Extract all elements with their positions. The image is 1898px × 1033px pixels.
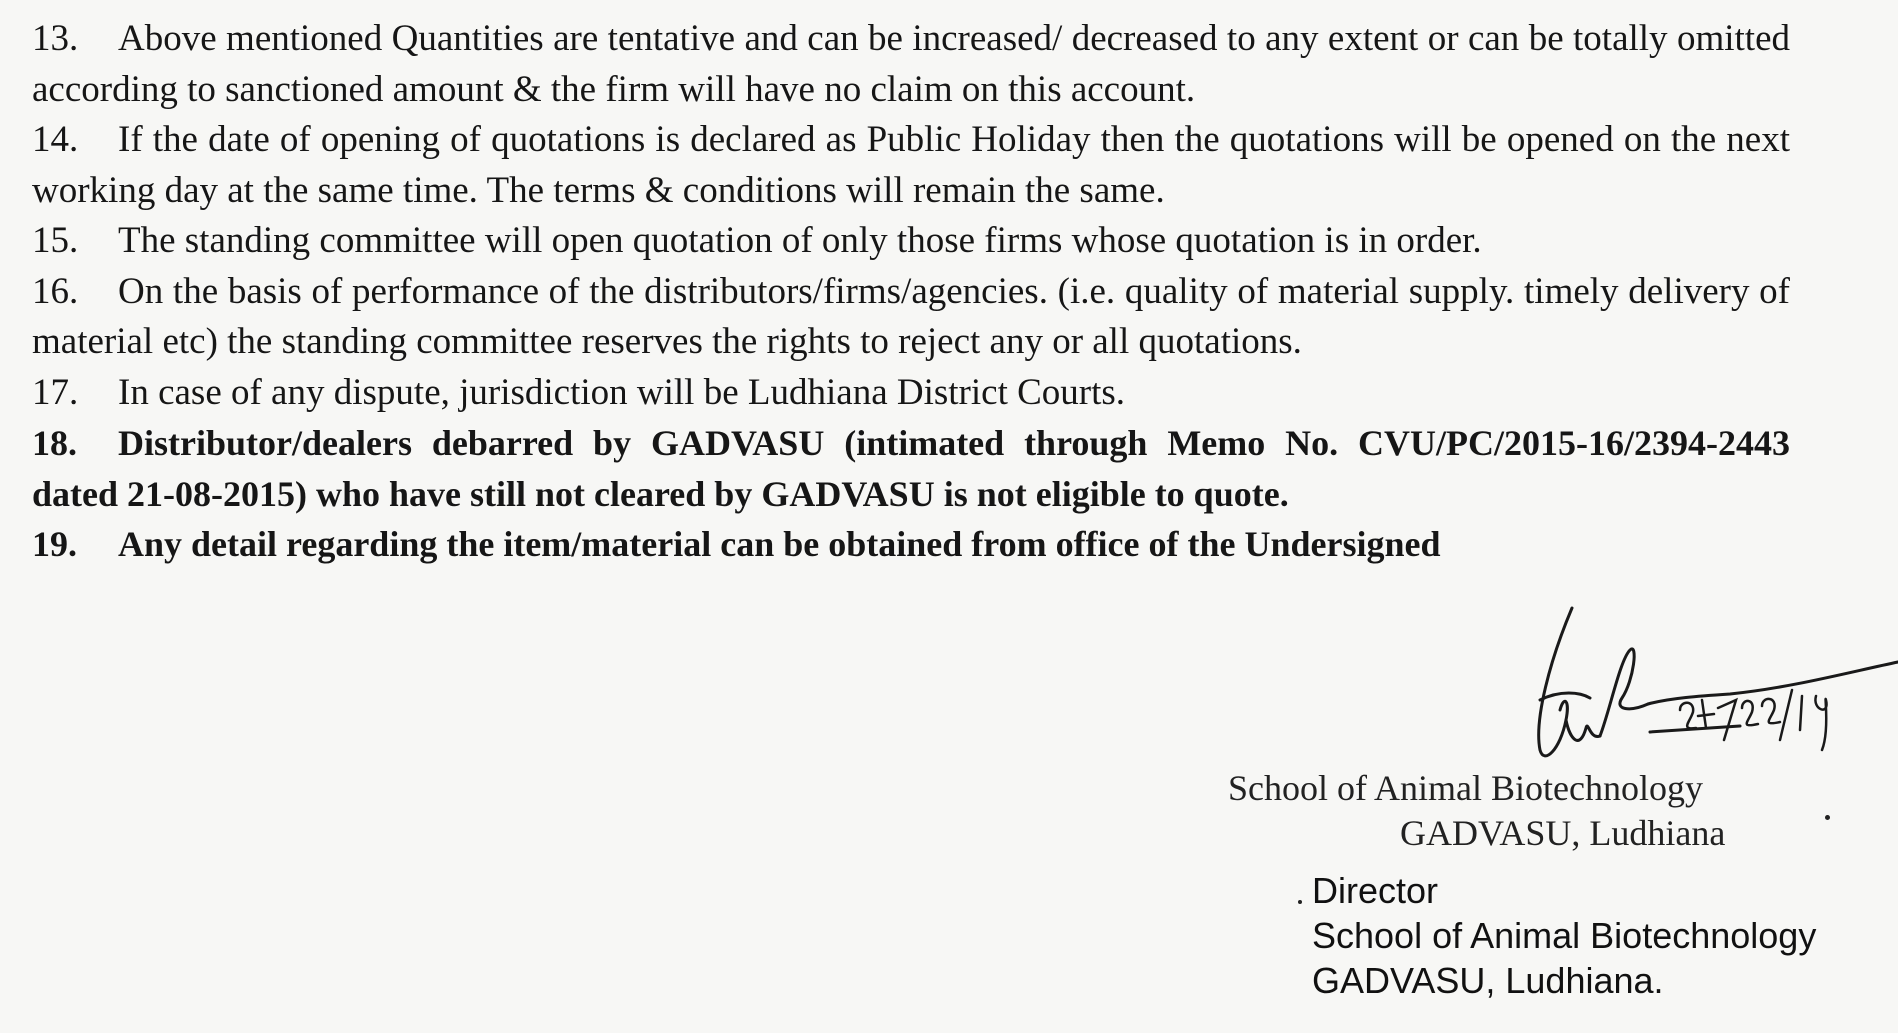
stamp-department: School of Animal Biotechnology — [1312, 915, 1817, 956]
stamp-title: Director — [1312, 870, 1439, 911]
clause-19 — [32, 519, 1790, 570]
clause-13 — [32, 14, 1790, 115]
director-stamp — [1312, 868, 1816, 1003]
clause-number: 17. — [32, 371, 79, 413]
clause-16 — [32, 267, 1790, 368]
clause-number: 19. — [32, 524, 77, 564]
stamp-organization: GADVASU, Ludhiana. — [1312, 960, 1664, 1001]
clause-text: In case of any dispute, jurisdiction will be Ludhiana District Courts. — [118, 371, 1126, 413]
clause-14 — [32, 115, 1790, 216]
clause-text: Any detail regarding the item/material can be obtained from office of the Undersigned — [118, 524, 1441, 564]
clause-text: If the date of opening of quotations is declared as Public Holiday then the quotations will be opened on the next working day at the same time. The terms & conditions will remain the same. — [32, 119, 1790, 211]
clause-number: 14. — [32, 119, 79, 160]
handwritten-signature — [1530, 600, 1898, 800]
signatory-department: School of Animal Biotechnology — [1228, 768, 1703, 808]
clause-text: The standing committee will open quotation of only those firms whose quotation is in order. — [118, 220, 1482, 261]
clause-number: 15. — [32, 220, 79, 261]
signatory-organization: GADVASU, Ludhiana — [1400, 813, 1726, 853]
clause-text: On the basis of performance of the distributors/firms/agencies. (i.e. quality of material supply. timely delivery of material etc) the standing committee reserves the rights to reject any or all quotations. — [32, 270, 1790, 362]
scan-speck — [1298, 900, 1302, 904]
scan-speck — [1825, 815, 1830, 820]
clause-15 — [32, 216, 1790, 267]
clause-number: 16. — [32, 270, 79, 312]
clause-text: Distributor/dealers debarred by GADVASU (intimated through Memo No. CVU/PC/2015-16/2394-2443 dated 21-08-2015) who have still not cleared by GADVASU is not eligible to quote. — [32, 423, 1790, 514]
clause-number: 13. — [32, 18, 79, 59]
clause-18 — [32, 418, 1790, 519]
clause-17 — [32, 368, 1790, 419]
terms-list — [32, 14, 1790, 570]
clause-number: 18. — [32, 423, 77, 463]
clause-text: Above mentioned Quantities are tentative and can be increased/ decreased to any extent or can be totally omitted according to sanctioned amount & the firm will have no claim on this account. — [32, 18, 1790, 110]
